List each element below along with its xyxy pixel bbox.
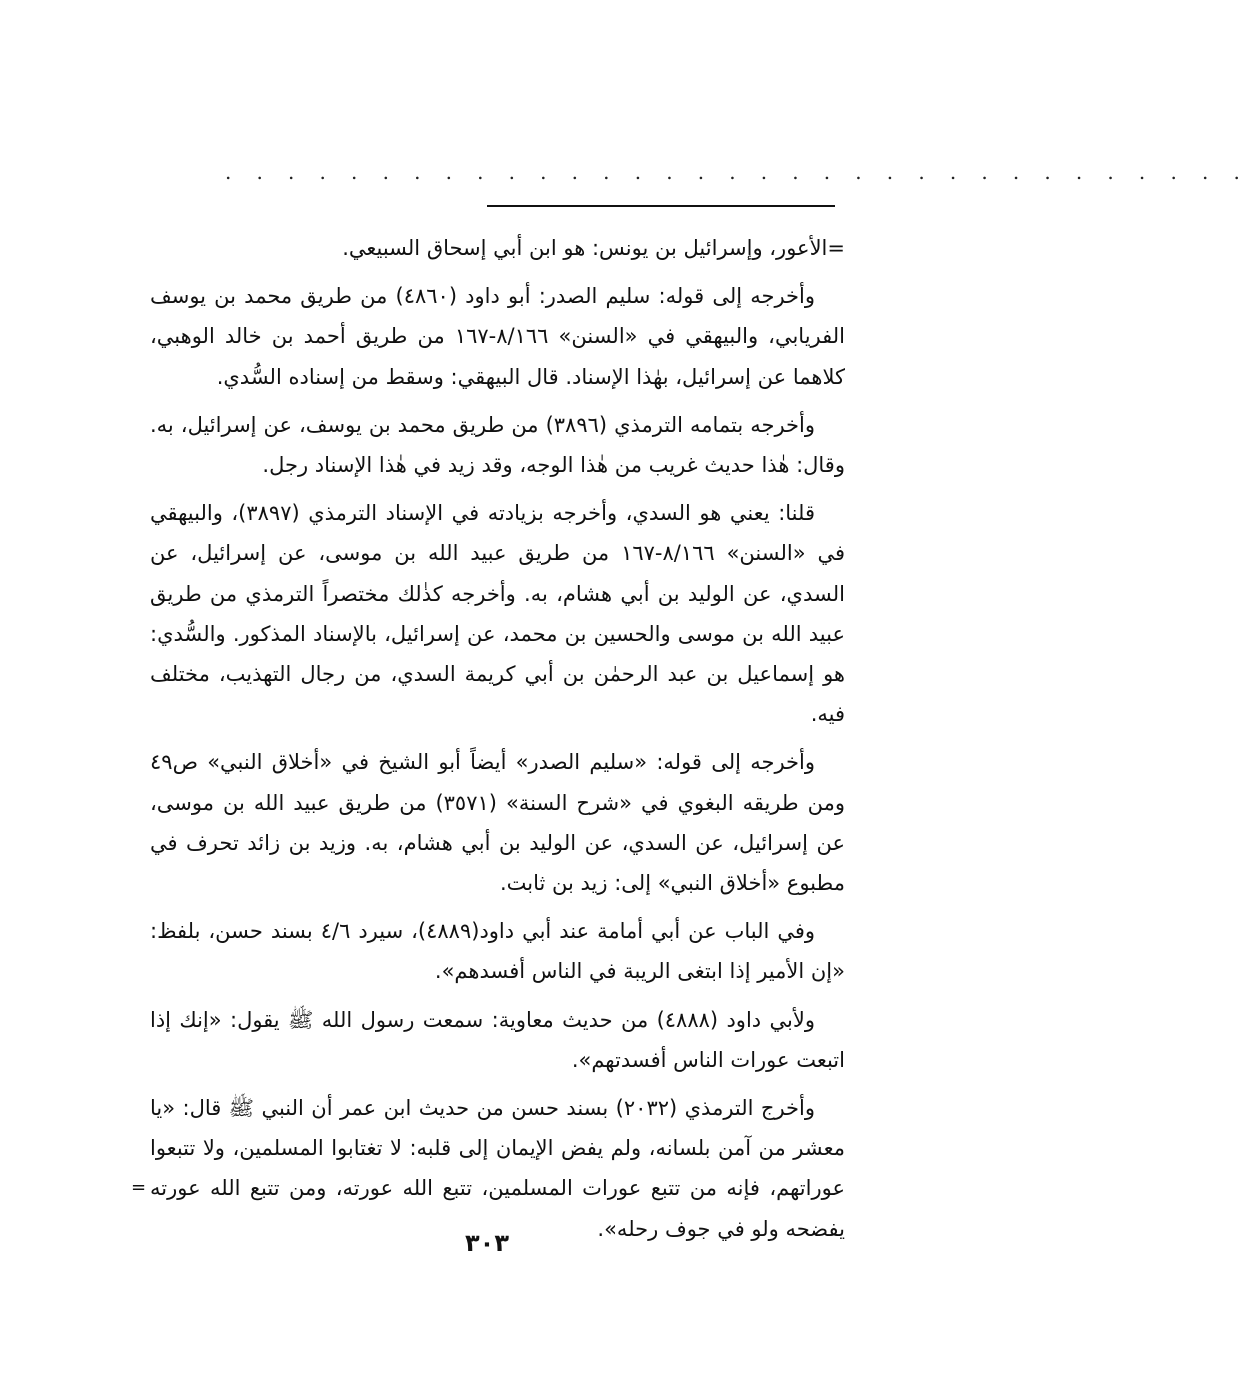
footnote-paragraph: =الأعور، وإسرائيل بن يونس: هو ابن أبي إسحاق السبيعي. (342, 236, 845, 260)
footnote-paragraph: وفي الباب عن أبي أمامة عند أبي داود(٤٨٨٩)، سيرد ٤/٦ بسند حسن، بلفظ: «إن الأمير إذا ابتغى الريبة في الناس أفسدهم». (150, 919, 845, 984)
footnote-paragraph: وأخرجه إلى قوله: «سليم الصدر» أيضاً أبو الشيخ في «أخلاق النبي» ص٤٩ ومن طريقه البغوي في «شرح السنة» (٣٥٧١) من طريق عبيد الله بن موسى، عن إسرائيل، عن السدي، عن الوليد بن أبي هشام، به. وزيد بن زائد تحرف في مطبوع «أخلاق النبي» إلى: زيد بن ثابت. (150, 750, 845, 896)
separator-dots: . . . . . . . . . . . . . . . . . . . . . . . . . . . . . . . . . (225, 160, 1249, 184)
continuation-mark: = (131, 1177, 147, 1198)
footnote-paragraph: ولأبي داود (٤٨٨٨) من حديث معاوية: سمعت رسول الله ﷺ يقول: «إنك إذا اتبعت عورات الناس أفسدتهم». (150, 1007, 845, 1072)
page-number: ٣٠٣ (465, 1229, 509, 1257)
footnote-paragraph: قلنا: يعني هو السدي، وأخرجه بزيادته في الإسناد الترمذي (٣٨٩٧)، والبيهقي في «السنن» ٨/١٦٦-١٦٧ من طريق عبيد الله بن موسى، عن إسرائيل، عن السدي، عن الوليد بن أبي هشام، به. وأخرجه كذٰلك مختصراً الترمذي من طريق عبيد الله بن موسى والحسين بن محمد، عن إسرائيل، بالإسناد المذكور. والسُّدي: هو إسماعيل بن عبد الرحمٰن بن أبي كريمة السدي، من رجال التهذيب، مختلف فيه. (150, 501, 845, 727)
footnote-paragraph: وأخرجه إلى قوله: سليم الصدر: أبو داود (٤٨٦٠) من طريق محمد بن يوسف الفريابي، والبيهقي في «السنن» ٨/١٦٦-١٦٧ من طريق أحمد بن خالد الوهبي، كلاهما عن إسرائيل، بهٰذا الإسناد. قال البيهقي: وسقط من إسناده السُّدي. (150, 284, 845, 389)
footnotes-block (150, 228, 845, 1257)
footnote-paragraph: وأخرجه بتمامه الترمذي (٣٨٩٦) من طريق محمد بن يوسف، عن إسرائيل، به. وقال: هٰذا حديث غريب من هٰذا الوجه، وقد زيد في هٰذا الإسناد رجل. (150, 412, 845, 478)
footnote-separator-rule (487, 205, 835, 207)
footnote-paragraph: وأخرج الترمذي (٢٠٣٢) بسند حسن من حديث ابن عمر أن النبي ﷺ قال: «يا معشر من آمن بلسانه، ولم يفض الإيمان إلى قلبه: لا تغتابوا المسلمين، ولا تتبعوا عوراتهم، فإنه من تتبع عورات المسلمين، تتبع الله عورته، ومن تتبع الله عورته يفضحه ولو في جوف رحله». (150, 1096, 845, 1241)
